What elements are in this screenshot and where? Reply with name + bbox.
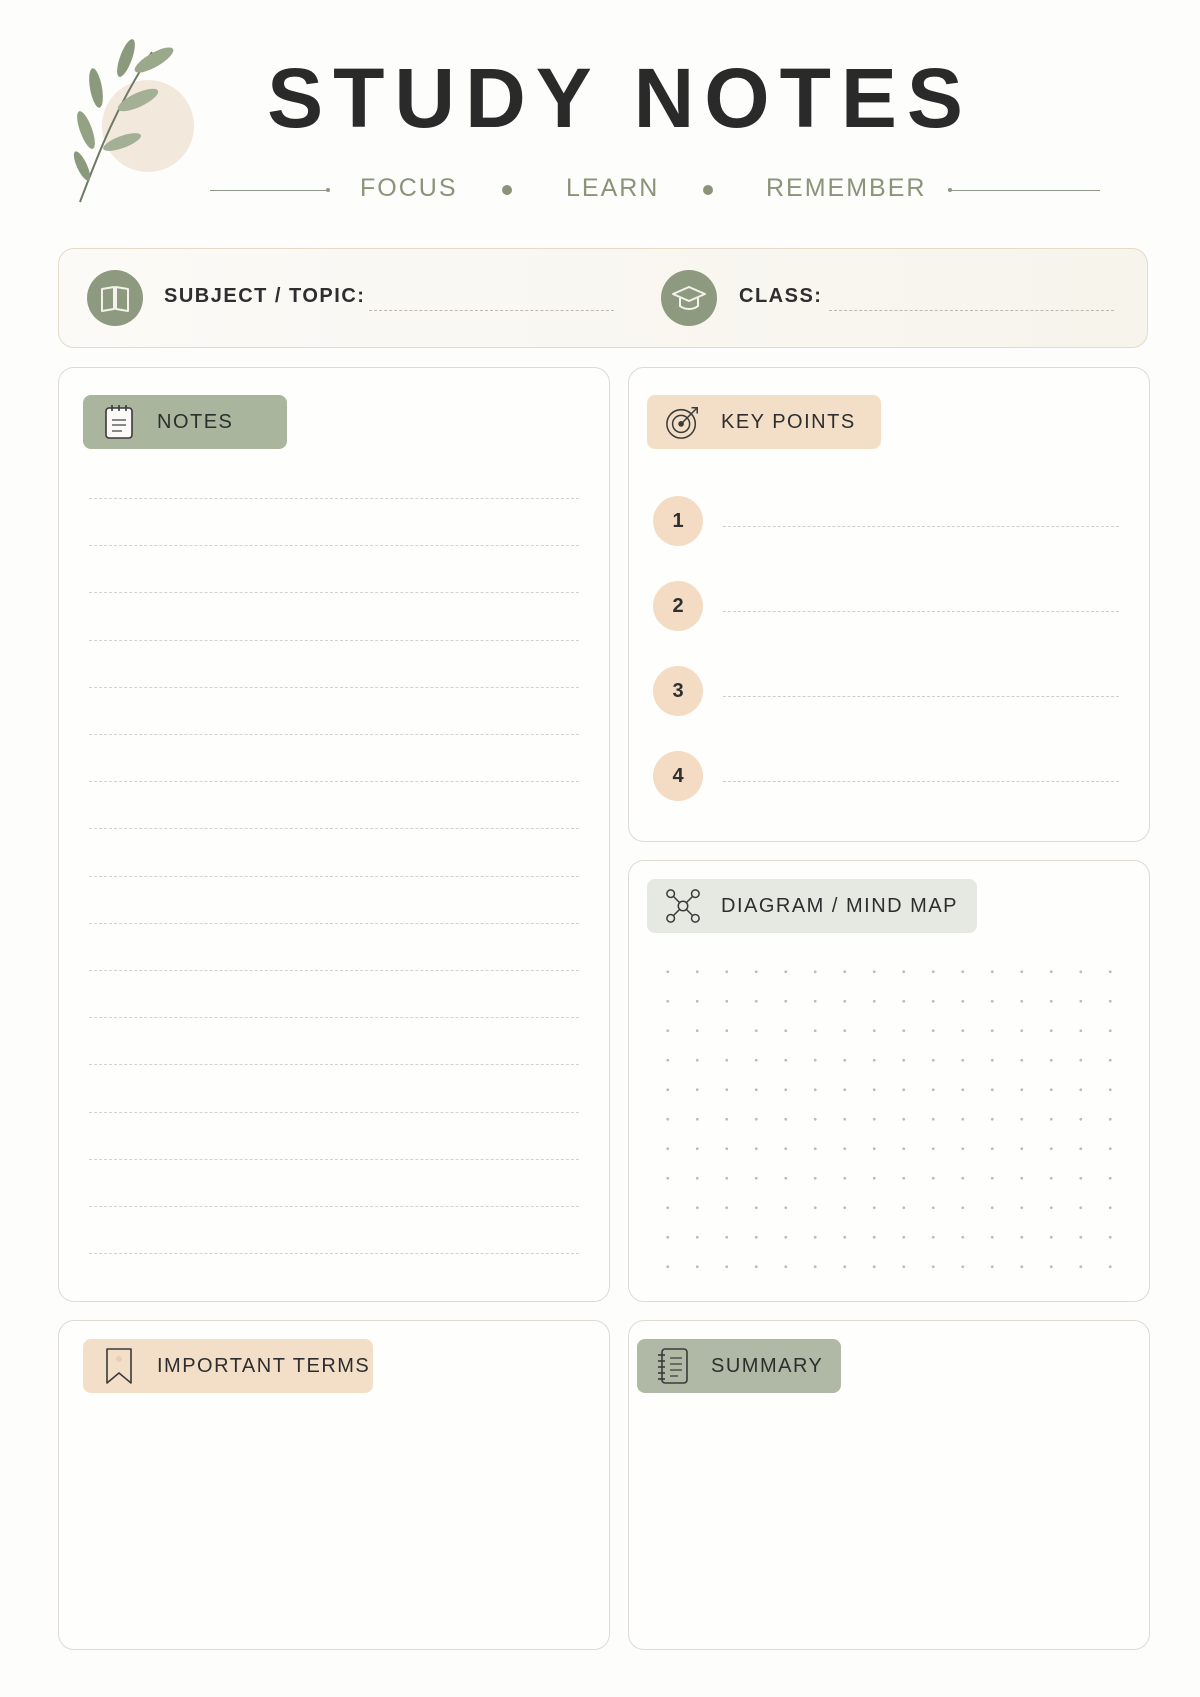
important-terms-panel[interactable]: [58, 1320, 610, 1650]
notes-panel: [58, 367, 610, 1302]
class-field[interactable]: [829, 310, 1114, 311]
tagline-word-remember: REMEMBER: [766, 174, 927, 202]
key-point-line: [723, 526, 1119, 527]
subject-class-bar: [58, 248, 1148, 348]
open-book-icon: [87, 270, 143, 326]
tagline-dot: [703, 185, 713, 195]
notes-label: NOTES: [157, 410, 234, 433]
summary-panel[interactable]: [628, 1320, 1150, 1650]
notes-ruled-line: [89, 498, 579, 499]
page-title: STUDY NOTES: [267, 51, 973, 145]
key-points-panel: [628, 367, 1150, 842]
key-point-number: 3: [653, 666, 703, 716]
spiral-notebook-icon: [655, 1348, 691, 1384]
subject-topic-field[interactable]: [369, 310, 614, 311]
important-terms-header: [83, 1339, 373, 1393]
subject-topic-label: SUBJECT / TOPIC:: [164, 285, 366, 307]
tagline-rule-right: [950, 190, 1100, 191]
notes-ruled-line: [89, 923, 579, 924]
notes-ruled-line: [89, 592, 579, 593]
bookmark-icon: [101, 1348, 137, 1384]
key-point-number: 4: [653, 751, 703, 801]
notes-ruled-line: [89, 1112, 579, 1113]
notes-ruled-line: [89, 1064, 579, 1065]
diagram-header: [647, 879, 977, 933]
notes-ruled-line: [89, 734, 579, 735]
graduation-cap-icon: [661, 270, 717, 326]
key-point-line: [723, 696, 1119, 697]
tagline: [210, 172, 1100, 208]
diagram-panel: [628, 860, 1150, 1302]
tagline-dot: [502, 185, 512, 195]
diagram-label: DIAGRAM / MIND MAP: [721, 894, 959, 917]
summary-header: [637, 1339, 841, 1393]
tagline-word-learn: LEARN: [566, 174, 660, 202]
class-label: CLASS:: [739, 285, 823, 307]
key-point-row[interactable]: [653, 751, 1119, 801]
notes-ruled-line: [89, 970, 579, 971]
key-point-line: [723, 781, 1119, 782]
notes-ruled-line: [89, 1017, 579, 1018]
notes-ruled-line: [89, 687, 579, 688]
notes-ruled-line: [89, 1159, 579, 1160]
notes-ruled-line: [89, 781, 579, 782]
key-point-line: [723, 611, 1119, 612]
summary-label: SUMMARY: [711, 1354, 824, 1377]
notes-ruled-line: [89, 876, 579, 877]
dot-grid-area[interactable]: [653, 957, 1133, 1275]
mind-map-icon: [665, 888, 701, 924]
key-point-row[interactable]: [653, 581, 1119, 631]
key-points-label: KEY POINTS: [721, 410, 856, 433]
notes-ruled-line: [89, 545, 579, 546]
notepad-icon: [101, 404, 137, 440]
key-point-row[interactable]: [653, 496, 1119, 546]
notes-ruled-line: [89, 1253, 579, 1254]
tagline-word-focus: FOCUS: [360, 174, 458, 202]
key-point-row[interactable]: [653, 666, 1119, 716]
key-point-number: 2: [653, 581, 703, 631]
tagline-rule-left: [210, 190, 328, 191]
key-point-number: 1: [653, 496, 703, 546]
important-terms-label: IMPORTANT TERMS: [157, 1354, 371, 1377]
key-points-header: [647, 395, 881, 449]
notes-ruled-line: [89, 640, 579, 641]
notes-ruled-line: [89, 1206, 579, 1207]
target-icon: [665, 404, 701, 440]
notes-header: [83, 395, 287, 449]
notes-ruled-line: [89, 828, 579, 829]
